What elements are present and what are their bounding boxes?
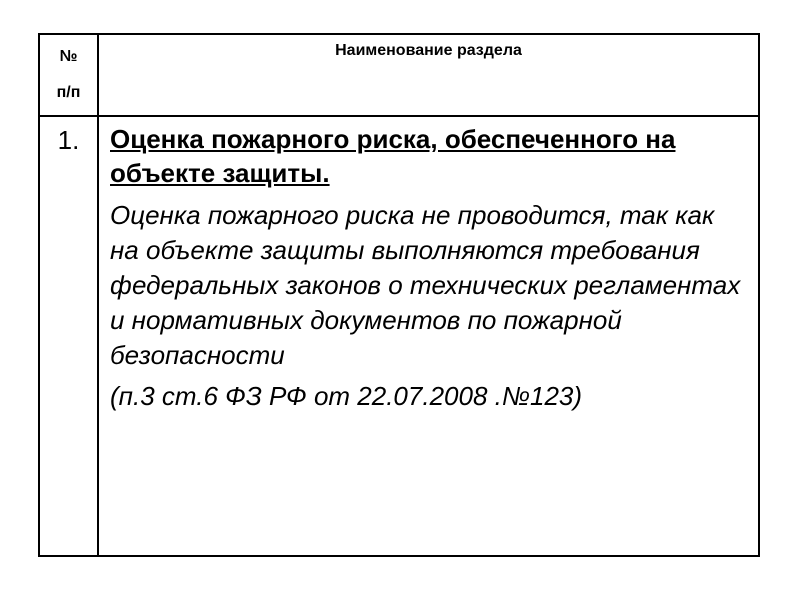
number-column-header	[40, 35, 97, 115]
table-row	[40, 115, 758, 555]
section-description: Оценка пожарного риска не проводится, так как на объекте защиты выполняются требования федеральных законов о технических регламентах и нормативных документов по пожарной безопасности	[110, 200, 741, 370]
section-table	[38, 33, 760, 557]
name-column-header: Наименование раздела	[335, 42, 522, 59]
row-number: 1.	[57, 125, 80, 155]
table-header-row	[40, 35, 758, 117]
section-title: Оценка пожарного риска, обеспеченного на объекте защиты.	[110, 124, 676, 188]
row-content	[99, 115, 758, 555]
number-header-symbol: №	[59, 48, 78, 65]
legal-reference: (п.3 ст.6 ФЗ РФ от 22.07.2008 .№123)	[110, 381, 583, 411]
number-header-abbr: п/п	[56, 84, 81, 101]
